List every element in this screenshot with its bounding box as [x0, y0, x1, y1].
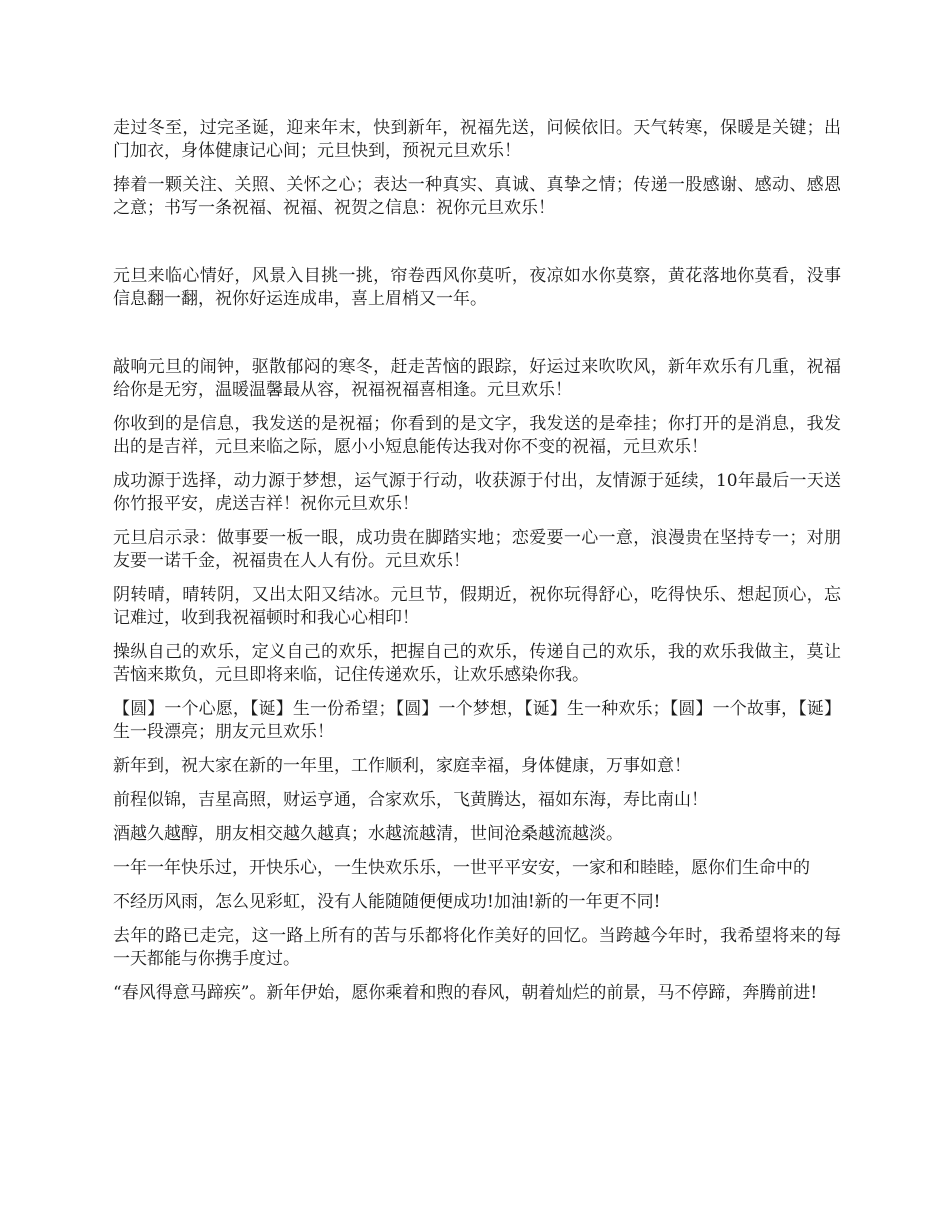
paragraph: 元旦启示录：做事要一板一眼，成功贵在脚踏实地；恋爱要一心一意，浪漫贵在坚持专一；对朋友要一诺千金，祝福贵在人人有份。元旦欢乐！	[113, 528, 841, 571]
blank-line	[113, 322, 841, 356]
blank-line	[113, 231, 841, 265]
document-body	[113, 117, 841, 1016]
paragraph: 成功源于选择，动力源于梦想，运气源于行动，收获源于付出，友情源于延续，10年最后一天送你竹报平安，虎送吉祥！祝你元旦欢乐！	[113, 471, 841, 514]
paragraph: 敲响元旦的闹钟，驱散郁闷的寒冬，赶走苦恼的跟踪，好运过来吹吹风，新年欢乐有几重，祝福给你是无穷，温暖温馨最从容，祝福祝福喜相逢。元旦欢乐！	[113, 357, 841, 400]
paragraph: “春风得意马蹄疾”。新年伊始，愿你乘着和煦的春风，朝着灿烂的前景，马不停蹄，奔腾前进!	[113, 983, 818, 1003]
paragraph: 前程似锦，吉星高照，财运亨通，合家欢乐，飞黄腾达，福如东海，寿比南山！	[113, 790, 708, 810]
paragraph: 新年到，祝大家在新的一年里，工作顺利，家庭幸福，身体健康，万事如意！	[113, 756, 691, 776]
paragraph: 操纵自己的欢乐，定义自己的欢乐，把握自己的欢乐，传递自己的欢乐，我的欢乐我做主，莫让苦恼来欺负，元旦即将来临，记住传递欢乐，让欢乐感染你我。	[113, 642, 841, 685]
paragraph: 元旦来临心情好，风景入目挑一挑，帘卷西风你莫听，夜凉如水你莫察，黄花落地你莫看，没事信息翻一翻，祝你好运连成串，喜上眉梢又一年。	[113, 266, 841, 309]
paragraph: 阴转晴，晴转阴，又出太阳又结冰。元旦节，假期近，祝你玩得舒心，吃得快乐、想起顶心，忘记难过，收到我祝福顿时和我心心相印！	[113, 585, 841, 628]
paragraph: 捧着一颗关注、关照、关怀之心；表达一种真实、真诚、真挚之情；传递一股感谢、感动、感恩之意；书写一条祝福、祝福、祝贺之信息：祝你元旦欢乐！	[113, 175, 841, 218]
paragraph: 【圆】一个心愿，【诞】生一份希望；【圆】一个梦想，【诞】生一种欢乐；【圆】一个故事，【诞】生一段漂亮；朋友元旦欢乐！	[113, 699, 841, 742]
paragraph: 去年的路已走完，这一路上所有的苦与乐都将化作美好的回忆。当跨越今年时，我希望将来的每一天都能与你携手度过。	[113, 926, 841, 969]
paragraph: 走过冬至，过完圣诞，迎来年末，快到新年，祝福先送，问候依旧。天气转寒，保暖是关键；出门加衣，身体健康记心间；元旦快到，预祝元旦欢乐！	[113, 118, 841, 161]
paragraph: 你收到的是信息，我发送的是祝福；你看到的是文字，我发送的是牵挂；你打开的是消息，我发出的是吉祥，元旦来临之际，愿小小短息能传达我对你不变的祝福，元旦欢乐！	[113, 414, 841, 457]
paragraph: 一年一年快乐过，开快乐心，一生快欢乐乐，一世平平安安，一家和和睦睦，愿你们生命中的	[113, 858, 810, 878]
paragraph: 酒越久越醇，朋友相交越久越真；水越流越清，世间沧桑越流越淡。	[113, 824, 623, 844]
paragraph: 不经历风雨，怎么见彩虹，没有人能随随便便成功!加油!新的一年更不同!	[113, 892, 661, 912]
